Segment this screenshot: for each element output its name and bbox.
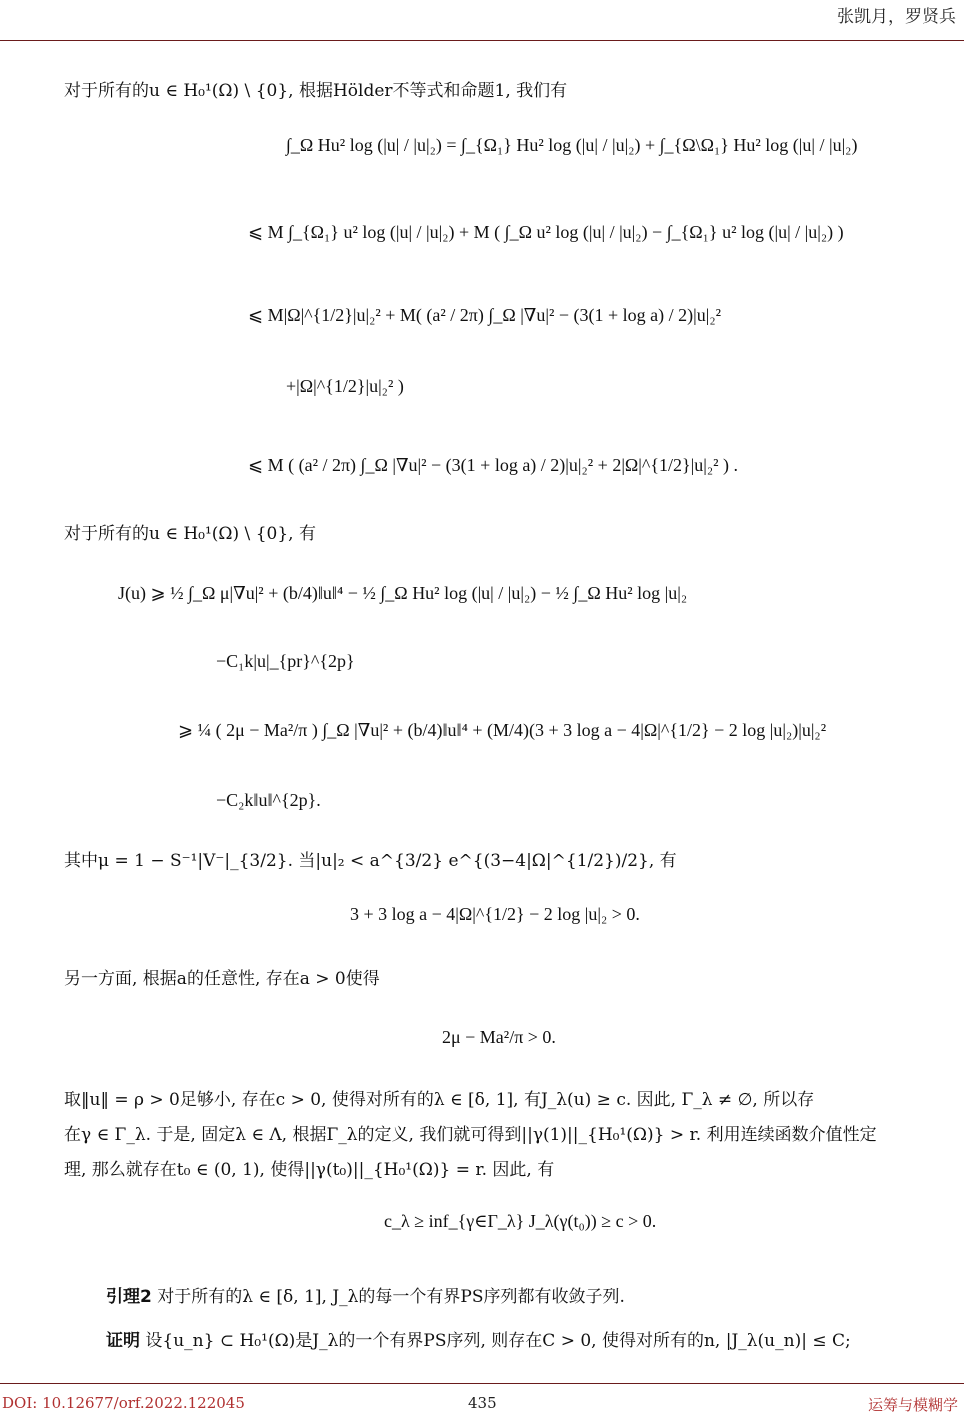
footer-rule — [0, 1383, 964, 1384]
equation-line: J(u) ⩾ ½ ∫_Ω μ|∇u|² + (b/4)‖u‖⁴ − ½ ∫_Ω Hu² log (|u| / |u|₂) − ½ ∫_Ω Hu² log |u|₂ — [118, 583, 688, 603]
equation-line: ⩽ M ( (a² / 2π) ∫_Ω |∇u|² − (3(1 + log a) / 2)|u|₂² + 2|Ω|^{1/2}|u|₂² ) . — [248, 455, 739, 475]
proof-label: 证明 — [106, 1331, 140, 1351]
lemma — [106, 1282, 625, 1307]
equation-line: ∫_Ω Hu² log (|u| / |u|₂) = ∫_{Ω₁} Hu² log (|u| / |u|₂) + ∫_{Ω\Ω₁} Hu² log (|u| / |u|₂) — [286, 135, 858, 155]
proof — [106, 1326, 851, 1351]
equation-line: −C₂k‖u‖^{2p}. — [216, 790, 321, 810]
equation-line: ⩽ M|Ω|^{1/2}|u|₂² + M( (a² / 2π) ∫_Ω |∇u|² − (3(1 + log a) / 2)|u|₂² — [248, 305, 722, 325]
proof-text: 设{u_n} ⊂ H₀¹(Ω)是J_λ的一个有界PS序列, 则存在C > 0, 使得对所有的n, |J_λ(u_n)| ≤ C; — [145, 1331, 851, 1351]
page-number: 435 — [468, 1394, 497, 1412]
intro-sentence: 对于所有的u ∈ H₀¹(Ω) \ {0}, 根据Hölder不等式和命题1, 我们有 — [64, 81, 568, 101]
display-equation: 2μ − Ma²/π > 0. — [442, 1027, 556, 1047]
lemma-text: 对于所有的λ ∈ [δ, 1], J_λ的每一个有界PS序列都有收敛子列. — [157, 1287, 625, 1307]
paragraph-line: 在γ ∈ Γ_λ. 于是, 固定λ ∈ Λ, 根据Γ_λ的定义, 我们就可得到||γ(1)||_{H₀¹(Ω)} > r. 利用连续函数介值性定 — [64, 1125, 877, 1145]
equation-line: ⩾ ¼ ( 2μ − Ma²/π ) ∫_Ω |∇u|² + (b/4)‖u‖⁴ + (M/4)(3 + 3 log a − 4|Ω|^{1/2} − 2 log |u|₂)|u|₂² — [178, 720, 827, 740]
paragraph: 另一方面, 根据a的任意性, 存在a > 0使得 — [64, 969, 380, 989]
header-rule — [0, 40, 964, 41]
display-equation: c_λ ≥ inf_{γ∈Γ_λ} J_λ(γ(t₀)) ≥ c > 0. — [384, 1211, 657, 1231]
display-equation: 3 + 3 log a − 4|Ω|^{1/2} − 2 log |u|₂ > 0. — [350, 904, 640, 924]
equation-line: −C₁k|u|_{pr}^{2p} — [216, 651, 355, 671]
running-header-authors: 张凯月，罗贤兵 — [837, 7, 956, 27]
paragraph: 其中μ = 1 − S⁻¹|V⁻|_{3/2}. 当|u|₂ < a^{3/2} e^{(3−4|Ω|^{1/2})/2}, 有 — [64, 851, 677, 871]
equation-line: +|Ω|^{1/2}|u|₂² ) — [286, 376, 404, 396]
paragraph: 对于所有的u ∈ H₀¹(Ω) \ {0}, 有 — [64, 524, 316, 544]
lemma-label: 引理2 — [106, 1287, 152, 1307]
paragraph-line: 取‖u‖ = ρ > 0足够小, 存在c > 0, 使得对所有的λ ∈ [δ, 1], 有J_λ(u) ≥ c. 因此, Γ_λ ≠ ∅, 所以存 — [64, 1090, 815, 1110]
doi-link[interactable]: DOI: 10.12677/orf.2022.122045 — [2, 1394, 245, 1412]
equation-line: ⩽ M ∫_{Ω₁} u² log (|u| / |u|₂) + M ( ∫_Ω u² log (|u| / |u|₂) − ∫_{Ω₁} u² log (|u| / |u|₂) ) — [248, 222, 844, 242]
paragraph-line: 理, 那么就存在t₀ ∈ (0, 1), 使得||γ(t₀)||_{H₀¹(Ω)} = r. 因此, 有 — [64, 1160, 555, 1180]
journal-name: 运筹与模糊学 — [867, 1396, 958, 1414]
